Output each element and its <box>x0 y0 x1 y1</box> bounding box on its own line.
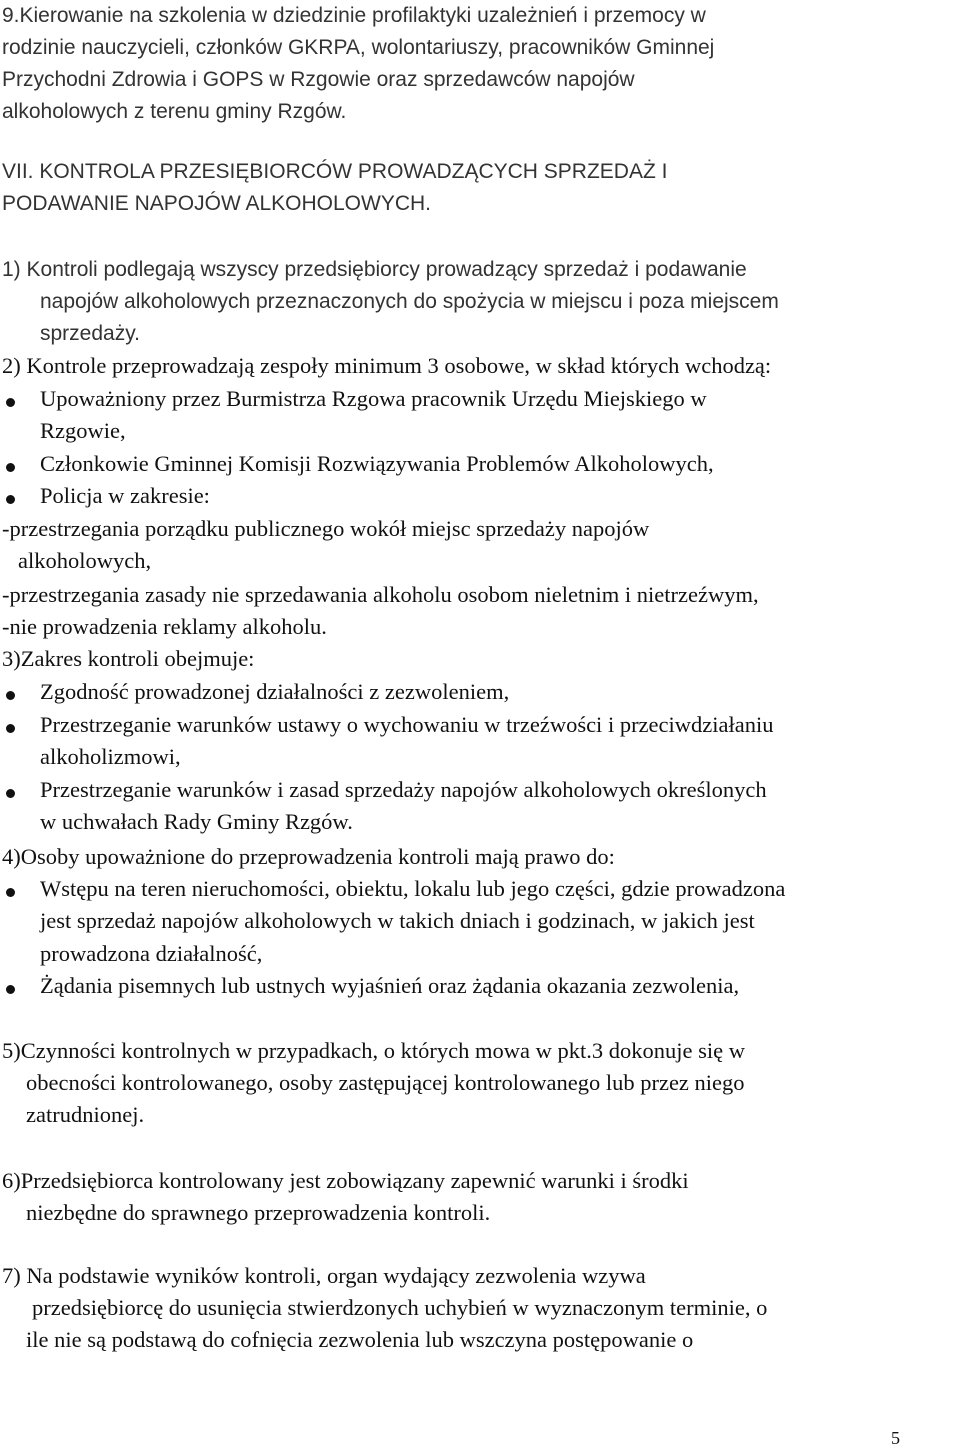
bullet-icon <box>6 789 15 798</box>
p4-bullet2: Żądania pisemnych lub ustnych wyjaśnień oraz żądania okazania zezwolenia, <box>40 973 740 998</box>
p7-line-2: przedsiębiorcę do usunięcia stwierdzonych uchybień w wyznaczonym terminie, o <box>32 1295 768 1320</box>
p7-line-3: ile nie są podstawą do cofnięcia zezwolenia lub wszczyna postępowanie o <box>26 1327 694 1352</box>
p6-line-2: niezbędne do sprawnego przeprowadzenia kontroli. <box>26 1200 491 1225</box>
p4-bullet1-line-1: Wstępu na teren nieruchomości, obiektu, lokalu lub jego części, gdzie prowadzona <box>40 876 786 901</box>
p2-bullet1-line-1: Upoważniony przez Burmistrza Rzgowa pracownik Urzędu Miejskiego w <box>40 386 707 411</box>
p3-bullet3-line-2: w uchwałach Rady Gminy Rzgów. <box>40 809 353 834</box>
p2-bullet2: Członkowie Gminnej Komisji Rozwiązywania Problemów Alkoholowych, <box>40 451 714 476</box>
p2-dash1-line-2: alkoholowych, <box>18 548 152 573</box>
p3-bullet2-line-2: alkoholizmowi, <box>40 744 181 769</box>
p5-line-1: 5)Czynności kontrolnych w przypadkach, o których mowa w pkt.3 dokonuje się w <box>2 1038 745 1063</box>
section-heading-line-1: VII. KONTROLA PRZESIĘBIORCÓW PROWADZĄCYCH SPRZEDAŻ I <box>2 160 668 183</box>
p4-bullet1-line-3: prowadzona działalność, <box>40 941 263 966</box>
section-heading-line-2: PODAWANIE NAPOJÓW ALKOHOLOWYCH. <box>2 192 432 215</box>
bullet-icon <box>6 724 15 733</box>
bullet-icon <box>6 691 15 700</box>
bullet-icon <box>6 398 15 407</box>
p2-bullet3: Policja w zakresie: <box>40 483 210 508</box>
page-number: 5 <box>891 1428 900 1448</box>
p3-bullet2-line-1: Przestrzeganie warunków ustawy o wychowaniu w trzeźwości i przeciwdziałaniu <box>40 712 774 737</box>
p6-line-1: 6)Przedsiębiorca kontrolowany jest zobowiązany zapewnić warunki i środki <box>2 1168 689 1193</box>
bullet-icon <box>6 985 15 994</box>
p5-line-2: obecności kontrolowanego, osoby zastępującej kontrolowanego lub przez niego <box>26 1070 745 1095</box>
p1-line-1: 1) Kontroli podlegają wszyscy przedsiębiorcy prowadzący sprzedaż i podawanie <box>2 258 747 281</box>
bullet-icon <box>6 888 15 897</box>
p5-line-3: zatrudnionej. <box>26 1102 145 1127</box>
p2-dash1-line-1: -przestrzegania porządku publicznego wokół miejsc sprzedaży napojów <box>2 516 650 541</box>
p1-line-2: napojów alkoholowych przeznaczonych do spożycia w miejscu i poza miejscem <box>40 290 779 313</box>
p2-bullet1-line-2: Rzgowie, <box>40 418 126 443</box>
p4-intro: 4)Osoby upoważnione do przeprowadzenia kontroli mają prawo do: <box>2 844 615 869</box>
p1-line-3: sprzedaży. <box>40 322 140 345</box>
p7-line-1: 7) Na podstawie wyników kontroli, organ wydający zezwolenia wzywa <box>2 1263 646 1288</box>
p3-bullet3-line-1: Przestrzeganie warunków i zasad sprzedaży napojów alkoholowych określonych <box>40 777 767 802</box>
p2-intro: 2) Kontrole przeprowadzają zespoły minimum 3 osobowe, w skład których wchodzą: <box>2 353 772 378</box>
item9-line-2: rodzinie nauczycieli, członków GKRPA, wolontariuszy, pracowników Gminnej <box>2 36 715 59</box>
bullet-icon <box>6 495 15 504</box>
p2-dash3: -nie prowadzenia reklamy alkoholu. <box>2 614 327 639</box>
item9-line-3: Przychodni Zdrowia i GOPS w Rzgowie oraz sprzedawców napojów <box>2 68 635 91</box>
p2-dash2: -przestrzegania zasady nie sprzedawania alkoholu osobom nieletnim i nietrzeźwym, <box>2 582 759 607</box>
p4-bullet1-line-2: jest sprzedaż napojów alkoholowych w takich dniach i godzinach, w jakich jest <box>40 908 755 933</box>
item9-line-1: 9.Kierowanie na szkolenia w dziedzinie profilaktyki uzależnień i przemocy w <box>2 4 706 27</box>
p3-intro: 3)Zakres kontroli obejmuje: <box>2 646 255 671</box>
bullet-icon <box>6 463 15 472</box>
item9-line-4: alkoholowych z terenu gminy Rzgów. <box>2 100 347 123</box>
p3-bullet1: Zgodność prowadzonej działalności z zezwoleniem, <box>40 679 510 704</box>
